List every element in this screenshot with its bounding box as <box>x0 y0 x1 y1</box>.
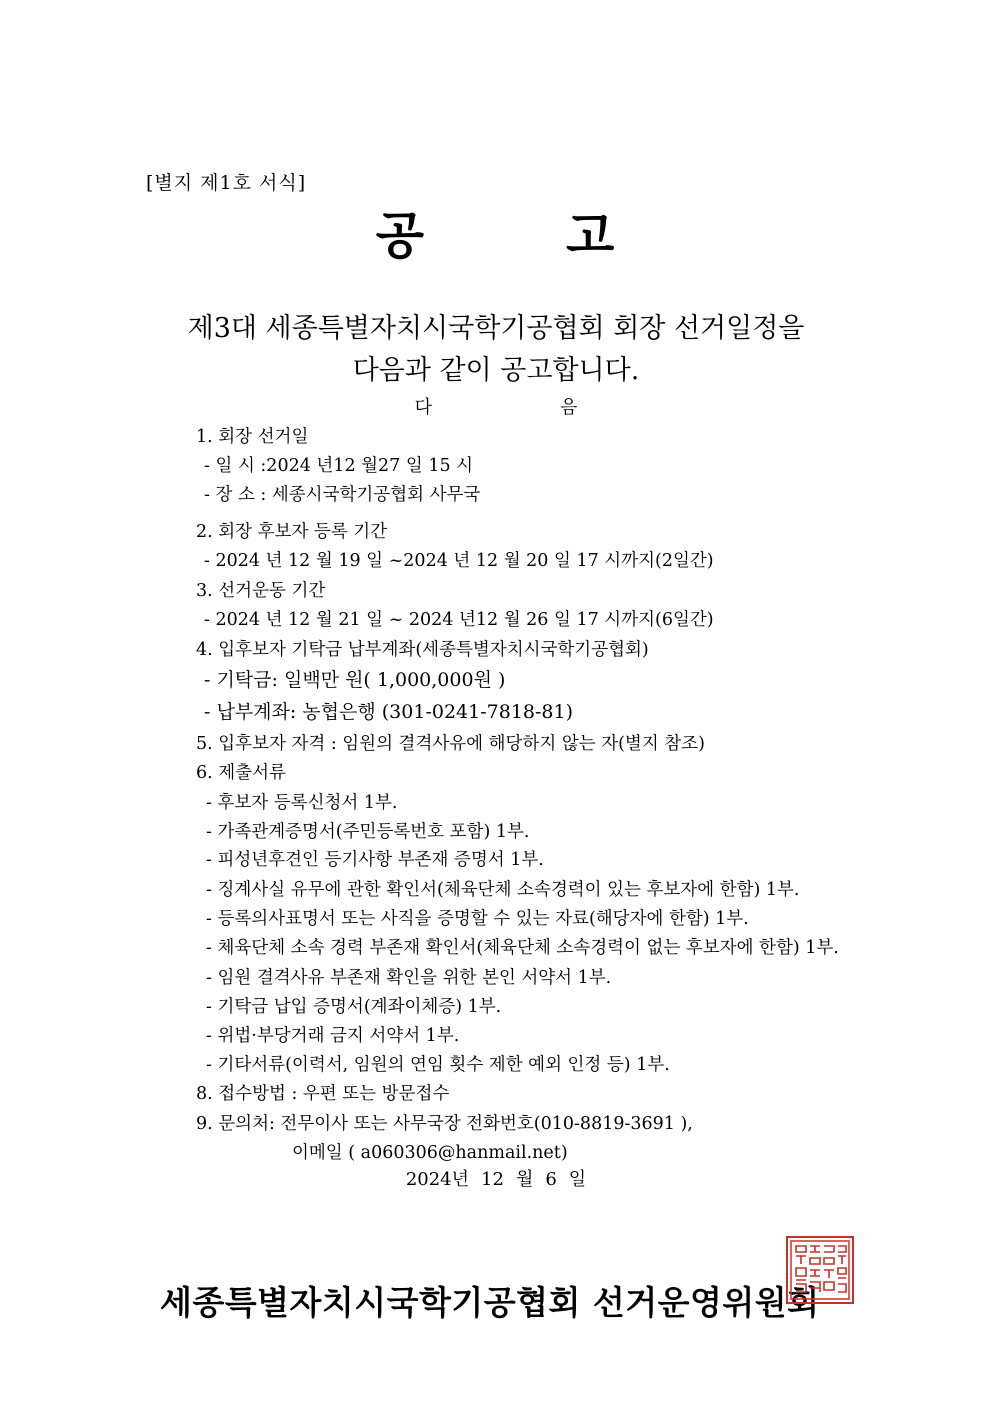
document-item: - 피성년후견인 등기사항 부존재 증명서 1부. <box>206 850 544 870</box>
section-2-heading: 2. 회장 후보자 등록 기간 <box>196 522 388 542</box>
subtitle-line-2: 다음과 같이 공고합니다. <box>352 355 640 386</box>
deposit-account: - 납부계좌: 농협은행 (301-0241-7818-81) <box>204 701 574 723</box>
document-item: - 기탁금 납입 증명서(계좌이체증) 1부. <box>206 997 502 1017</box>
daeum-left: 다 <box>414 397 432 418</box>
section-5-qualification: 5. 입후보자 자격 : 임원의 결격사유에 해당하지 않는 자(별지 참조) <box>196 734 705 754</box>
section-3-heading: 3. 선거운동 기간 <box>196 581 326 601</box>
document-item: - 징계사실 유무에 관한 확인서(체육단체 소속경력이 있는 후보자에 한함) 1부. <box>206 880 800 900</box>
official-seal-stamp <box>786 1236 854 1304</box>
document-item: - 가족관계증명서(주민등록번호 포함) 1부. <box>206 822 530 842</box>
date-day-unit: 일 <box>568 1169 587 1190</box>
page-title <box>0 196 992 268</box>
election-date: - 일 시 :2024 년12 월27 일 15 시 <box>204 456 474 476</box>
contact-email: 이메일 ( a060306@hanmail.net) <box>292 1143 568 1163</box>
document-item: - 후보자 등록신청서 1부. <box>206 793 398 813</box>
document-item: - 기타서류(이력서, 임원의 연임 횟수 제한 예외 인정 등) 1부. <box>206 1055 670 1075</box>
election-place: - 장 소 : 세종시국학기공협회 사무국 <box>204 485 481 505</box>
seal-pattern-icon <box>788 1238 852 1302</box>
title-right-char: 고 <box>566 206 617 265</box>
subtitle-line-1: 제3대 세종특별자치시국학기공협회 회장 선거일정을 <box>187 313 805 344</box>
announcement-date <box>0 1165 992 1191</box>
section-8-submission: 8. 접수방법 : 우편 또는 방문접수 <box>196 1084 450 1104</box>
date-year: 2024년 <box>405 1169 470 1190</box>
document-item: - 위법·부당거래 금지 서약서 1부. <box>206 1026 460 1046</box>
date-day: 6 <box>545 1169 557 1190</box>
campaign-period: - 2024 년 12 월 21 일 ~ 2024 년12 월 26 일 17 시까지(6일간) <box>204 610 714 630</box>
deposit-amount: - 기탁금: 일백만 원( 1,000,000원 ) <box>204 669 506 691</box>
date-month-unit: 월 <box>515 1169 534 1190</box>
document-item: - 임원 결격사유 부존재 확인을 위한 본인 서약서 1부. <box>206 968 612 988</box>
daeum-right: 음 <box>560 397 578 418</box>
section-4-heading: 4. 입후보자 기탁금 납부계좌(세종특별자치시국학기공협회) <box>196 640 649 660</box>
date-month: 12 <box>481 1169 504 1190</box>
section-6-heading: 6. 제출서류 <box>196 763 286 783</box>
organization-name: 세종특별자치시국학기공협회 선거운영위원회 <box>160 1283 820 1322</box>
form-label: [별지 제1호 서식] <box>146 172 307 194</box>
document-item: - 등록의사표명서 또는 사직을 증명할 수 있는 자료(해당자에 한함) 1부. <box>206 909 749 929</box>
section-9-contact: 9. 문의처: 전무이사 또는 사무국장 전화번호(010-8819-3691 ), <box>196 1114 693 1134</box>
daeum-heading <box>0 393 992 419</box>
title-left-char: 공 <box>375 206 426 265</box>
section-1-heading: 1. 회장 선거일 <box>196 427 309 447</box>
registration-period: - 2024 년 12 월 19 일 ~2024 년 12 월 20 일 17 시까지(2일간) <box>204 551 714 571</box>
document-item: - 체육단체 소속 경력 부존재 확인서(체육단체 소속경력이 없는 후보자에 한함) 1부. <box>206 938 839 958</box>
